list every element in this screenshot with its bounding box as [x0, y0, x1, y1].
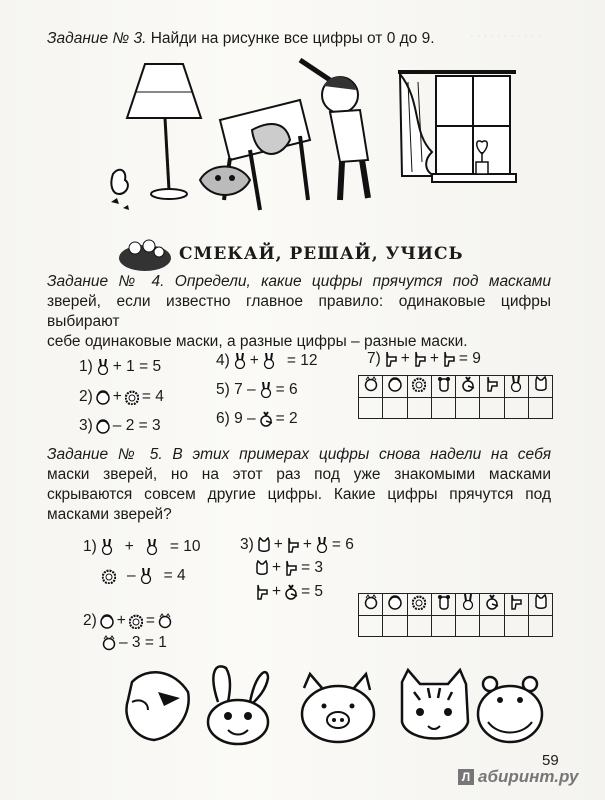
grid-cell-cat-mask-icon — [529, 594, 553, 616]
grid-cell-rooster-mask-icon — [480, 594, 504, 616]
grid-mask-row — [359, 594, 553, 616]
grid-answer-row — [359, 616, 553, 637]
rabbit-mask-icon — [100, 539, 114, 555]
section-ornament-icon — [117, 236, 173, 272]
task5-paragraph — [47, 445, 551, 525]
cat-mask-icon — [255, 560, 269, 576]
hippo-mask-icon — [478, 677, 542, 742]
task3-text: Найди на рисунке все цифры от 0 до 9. — [150, 30, 435, 47]
sheep-mask-icon — [96, 418, 110, 434]
task5-eq-1b: – = 4 — [102, 566, 186, 586]
pig-mask-icon — [158, 613, 172, 629]
grid-mask-row — [359, 376, 553, 398]
rabbit-mask-icon — [259, 382, 273, 398]
task4-paragraph — [47, 272, 551, 352]
wolf-mask-icon — [286, 537, 300, 553]
grid-cell-sheep-mask-icon — [383, 594, 407, 616]
task4-eq-4: 4) + = 12 — [216, 352, 318, 369]
task5-answer-grid — [358, 593, 553, 637]
grid-cell-rooster-mask-icon — [456, 376, 480, 398]
pig-mask-icon — [302, 674, 374, 742]
task5-line-2: маски зверей, но на этот раз под уже знакомыми масками — [47, 466, 551, 483]
task5-line-1: Задание № 5. В этих примерах цифры снова надели на себя — [47, 446, 551, 463]
rooster-mask-icon — [259, 411, 273, 427]
task5-eq-2b: – 3 = 1 — [102, 633, 167, 653]
grid-cell-wolf-mask-icon — [480, 376, 504, 398]
bleed-through: · · · · · · · · · · · — [470, 30, 541, 42]
wolf-mask-icon — [384, 351, 398, 367]
task4-line-1: Задание № 4. Определи, какие цифры прячутся под масками — [47, 273, 551, 290]
grid-cell-bear-mask-icon — [431, 594, 455, 616]
grid-cell-rabbit-mask-icon — [504, 376, 528, 398]
grid-cell-wolf-mask-icon — [504, 594, 528, 616]
task4-line-3: себе одинаковые маски, а разные цифры – разные маски. — [47, 333, 468, 350]
task5-eq-3b: + = 3 — [255, 558, 323, 578]
rabbit-mask-icon — [145, 539, 159, 555]
lion-mask-icon — [125, 389, 139, 405]
task3-label: Задание № 3. — [47, 30, 147, 47]
lion-mask-icon — [129, 613, 143, 629]
watermark — [458, 767, 578, 787]
grid-cell-cat-mask-icon — [529, 376, 553, 398]
section-heading: СМЕКАЙ, РЕШАЙ, УЧИСЬ — [179, 244, 464, 264]
task5-eq-2a: 2) + = — [83, 611, 172, 631]
rabbit-mask-icon — [262, 353, 276, 369]
watermark-logo-icon: Л — [458, 769, 474, 785]
task5-eq-1a: 1) + = 10 — [83, 538, 201, 555]
wolf-mask-icon — [442, 351, 456, 367]
lion-mask-icon — [102, 568, 116, 584]
wolf-mask-icon — [284, 560, 298, 576]
task4-eq-2: 2) + = 4 — [79, 388, 164, 405]
grid-cell-bear-mask-icon — [431, 376, 455, 398]
grid-cell-rabbit-mask-icon — [456, 594, 480, 616]
sheep-mask-icon — [96, 389, 110, 405]
task5-line-3: скрываются совсем другие цифры. Какие цифры прячутся под — [47, 486, 551, 503]
sheep-mask-icon — [100, 613, 114, 629]
boy-chair-cats-illustration — [190, 50, 390, 220]
wolf-mask-icon — [126, 672, 188, 740]
task4-line-2: зверей, если известно главное правило: одинаковые цифры выбирают — [47, 293, 551, 330]
grid-cell-pig-mask-icon — [359, 594, 383, 616]
grid-cell-sheep-mask-icon — [383, 376, 407, 398]
rabbit-mask-icon — [233, 353, 247, 369]
wolf-mask-icon — [413, 351, 427, 367]
task3-line — [47, 29, 435, 48]
task4-eq-6: 6) 9 – = 2 — [216, 410, 298, 427]
rooster-mask-icon — [284, 584, 298, 600]
rabbit-mask-icon — [315, 537, 329, 553]
animal-masks-row-illustration — [118, 662, 548, 748]
window-illustration — [392, 62, 522, 192]
task4-eq-7: 7) + + = 9 — [367, 350, 481, 367]
task4-eq-5: 5) 7 – = 6 — [216, 381, 298, 398]
task4-answer-grid — [358, 375, 553, 419]
rabbit-mask-icon — [139, 568, 153, 584]
task5-eq-3a: 3) + + = 6 — [240, 536, 354, 553]
task5-line-4: масками зверей? — [47, 506, 172, 523]
watermark-text: абиринт.ру — [478, 767, 579, 786]
grid-cell-lion-mask-icon — [407, 594, 431, 616]
grid-cell-lion-mask-icon — [407, 376, 431, 398]
grid-cell-pig-mask-icon — [359, 376, 383, 398]
grid-answer-row — [359, 398, 553, 419]
page-number: 59 — [542, 752, 559, 769]
task4-eq-1: 1) + 1 = 5 — [79, 358, 162, 375]
cat-mask-icon — [257, 537, 271, 553]
pig-mask-icon — [102, 635, 116, 651]
rabbit-mask-icon — [208, 666, 268, 744]
rabbit-mask-icon — [96, 359, 110, 375]
task4-eq-3: 3) – 2 = 3 — [79, 417, 161, 434]
task5-eq-3c: + = 5 — [255, 582, 323, 602]
wolf-mask-icon — [255, 584, 269, 600]
cat-mask-icon — [402, 670, 468, 739]
